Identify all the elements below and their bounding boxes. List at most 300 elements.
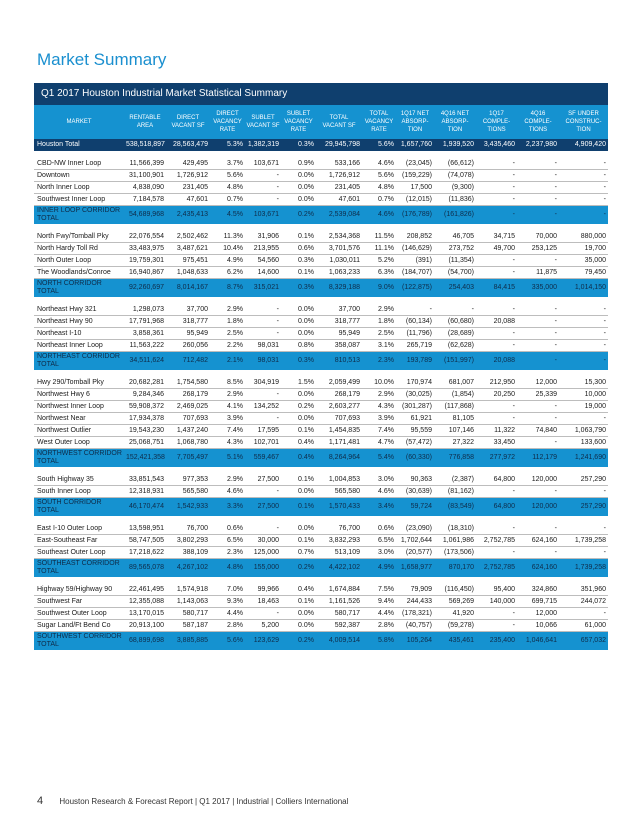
table-cell: 4.8% — [210, 182, 245, 194]
table-cell: (57,472) — [396, 437, 434, 449]
table-cell: 3.3% — [210, 498, 245, 517]
table-cell: - — [559, 328, 608, 340]
header-row — [34, 105, 608, 139]
market-name-cell: Southwest Far — [34, 596, 124, 608]
table-cell: 265,719 — [396, 340, 434, 352]
table-cell: 3.1% — [362, 340, 396, 352]
table-cell: 3.9% — [362, 413, 396, 425]
table-cell: 1,046,641 — [517, 632, 559, 651]
table-cell: 277,972 — [476, 449, 517, 468]
table-row — [34, 255, 608, 267]
table-cell: 5.6% — [210, 170, 245, 182]
table-cell: - — [517, 328, 559, 340]
table-cell: - — [517, 401, 559, 413]
table-cell: (60,330) — [396, 449, 434, 468]
table-cell: 0.0% — [281, 304, 316, 316]
table-cell: - — [517, 182, 559, 194]
table-cell: 0.6% — [210, 523, 245, 535]
table-cell: 7.5% — [362, 584, 396, 596]
table-cell: 5.8% — [362, 632, 396, 651]
table-cell: 9,284,346 — [124, 389, 166, 401]
table-cell: 13,598,951 — [124, 523, 166, 535]
table-cell: 92,260,697 — [124, 279, 166, 298]
table-cell: 8,014,167 — [166, 279, 210, 298]
table-cell: 11.1% — [362, 243, 396, 255]
table-cell: 533,166 — [316, 158, 362, 170]
table-cell: 2,469,025 — [166, 401, 210, 413]
spacer-row — [34, 224, 608, 231]
page-number: 4 — [37, 795, 44, 807]
table-cell: 253,125 — [517, 243, 559, 255]
table-cell: 1.5% — [281, 377, 316, 389]
table-cell: (28,689) — [434, 328, 476, 340]
table-cell: 4.4% — [362, 608, 396, 620]
table-cell: - — [476, 158, 517, 170]
table-cell: 8.5% — [210, 377, 245, 389]
table-cell: - — [245, 170, 281, 182]
table-cell: 2,752,785 — [476, 535, 517, 547]
table-row — [34, 608, 608, 620]
table-cell: 5.4% — [362, 449, 396, 468]
statistics-table — [34, 105, 608, 650]
table-cell: 0.3% — [281, 255, 316, 267]
table-cell: 35,000 — [559, 255, 608, 267]
table-cell: 3,885,885 — [166, 632, 210, 651]
table-cell: 54,689,968 — [124, 206, 166, 225]
market-name-cell: West Outer Loop — [34, 437, 124, 449]
spacer-row — [34, 297, 608, 304]
table-cell: 98,031 — [245, 340, 281, 352]
table-cell: 0.0% — [281, 182, 316, 194]
table-cell: 58,747,505 — [124, 535, 166, 547]
table-cell: 4.6% — [362, 158, 396, 170]
table-cell: 388,109 — [166, 547, 210, 559]
column-header: 4Q16 NET ABSORP-TION — [434, 105, 476, 139]
table-cell: 31,906 — [245, 231, 281, 243]
table-cell: 318,777 — [166, 316, 210, 328]
table-cell: (23,045) — [396, 158, 434, 170]
table-cell: 2.3% — [210, 547, 245, 559]
market-name-cell: NORTHWEST CORRIDOR TOTAL — [34, 449, 124, 468]
table-cell: 34,715 — [476, 231, 517, 243]
table-cell: 47,601 — [166, 194, 210, 206]
market-name-cell: Southwest Inner Loop — [34, 194, 124, 206]
table-cell: - — [559, 194, 608, 206]
table-cell: 1,048,633 — [166, 267, 210, 279]
table-cell: (12,015) — [396, 194, 434, 206]
table-cell: 1,657,760 — [396, 139, 434, 151]
table-cell: - — [517, 170, 559, 182]
table-cell: 103,671 — [245, 158, 281, 170]
table-cell: 244,433 — [396, 596, 434, 608]
table-cell: 315,021 — [245, 279, 281, 298]
table-cell: 18,463 — [245, 596, 281, 608]
table-cell: 257,290 — [559, 498, 608, 517]
column-header: SF UNDER CONSTRUC-TION — [559, 105, 608, 139]
table-cell: 2,502,462 — [166, 231, 210, 243]
table-cell: 4.3% — [210, 437, 245, 449]
table-cell: - — [559, 486, 608, 498]
table-cell: 15,300 — [559, 377, 608, 389]
table-cell: 254,403 — [434, 279, 476, 298]
table-cell: 212,950 — [476, 377, 517, 389]
table-cell: 244,072 — [559, 596, 608, 608]
table-cell: 25,339 — [517, 389, 559, 401]
table-cell: 6.3% — [362, 267, 396, 279]
table-cell: 0.1% — [281, 535, 316, 547]
table-cell: 0.2% — [281, 401, 316, 413]
table-cell: 712,482 — [166, 352, 210, 371]
market-name-cell: NORTH CORRIDOR TOTAL — [34, 279, 124, 298]
table-cell: 513,109 — [316, 547, 362, 559]
table-cell: 977,353 — [166, 474, 210, 486]
table-cell: 99,966 — [245, 584, 281, 596]
table-cell: - — [245, 608, 281, 620]
table-cell: 435,461 — [434, 632, 476, 651]
table-row — [34, 182, 608, 194]
table-cell: - — [476, 486, 517, 498]
table-cell: 41,920 — [434, 608, 476, 620]
table-cell: - — [476, 620, 517, 632]
table-cell: 11,875 — [517, 267, 559, 279]
table-cell: - — [476, 206, 517, 225]
table-cell: 81,105 — [434, 413, 476, 425]
table-cell: 3.7% — [210, 158, 245, 170]
table-cell: 4.7% — [362, 437, 396, 449]
table-cell: - — [517, 547, 559, 559]
corridor-total-row — [34, 559, 608, 578]
table-cell: (11,796) — [396, 328, 434, 340]
table-cell: 268,179 — [316, 389, 362, 401]
table-cell: - — [245, 304, 281, 316]
table-cell: 4.5% — [210, 206, 245, 225]
table-cell: 10.4% — [210, 243, 245, 255]
table-cell: 0.1% — [281, 474, 316, 486]
table-cell: 7.0% — [210, 584, 245, 596]
table-cell: 155,000 — [245, 559, 281, 578]
table-cell: 810,513 — [316, 352, 362, 371]
table-cell: - — [245, 523, 281, 535]
table-cell: - — [476, 413, 517, 425]
table-cell: 0.0% — [281, 620, 316, 632]
table-cell: 59,724 — [396, 498, 434, 517]
table-cell: - — [517, 206, 559, 225]
table-cell: 3,435,460 — [476, 139, 517, 151]
table-cell: 1,030,011 — [316, 255, 362, 267]
table-cell: 27,322 — [434, 437, 476, 449]
table-cell: 152,421,358 — [124, 449, 166, 468]
table-cell: 975,451 — [166, 255, 210, 267]
table-cell: 95,949 — [316, 328, 362, 340]
table-cell: 95,400 — [476, 584, 517, 596]
table-cell: 1,063,233 — [316, 267, 362, 279]
table-cell: 14,600 — [245, 267, 281, 279]
table-row — [34, 340, 608, 352]
table-cell: 20,682,281 — [124, 377, 166, 389]
table-cell: - — [245, 486, 281, 498]
table-row — [34, 547, 608, 559]
table-cell: 12,318,931 — [124, 486, 166, 498]
table-cell: 76,700 — [166, 523, 210, 535]
table-row — [34, 243, 608, 255]
table-cell: 1,014,150 — [559, 279, 608, 298]
table-row — [34, 425, 608, 437]
market-name-cell: CBD-NW Inner Loop — [34, 158, 124, 170]
table-cell: 33,851,543 — [124, 474, 166, 486]
table-cell: - — [517, 352, 559, 371]
table-cell: - — [245, 413, 281, 425]
table-cell: 19,759,301 — [124, 255, 166, 267]
footer-text: Houston Research & Forecast Report | Q1 2017 | Industrial | Colliers International — [59, 797, 349, 806]
market-name-cell: SOUTHWEST CORRIDOR TOTAL — [34, 632, 124, 651]
table-cell: 2.9% — [362, 389, 396, 401]
table-cell: 880,000 — [559, 231, 608, 243]
table-cell: 0.7% — [281, 547, 316, 559]
table-cell: (151,997) — [434, 352, 476, 371]
table-cell: 3,487,621 — [166, 243, 210, 255]
spacer-row — [34, 516, 608, 523]
table-cell: 120,000 — [517, 498, 559, 517]
table-cell: 74,840 — [517, 425, 559, 437]
table-cell: 9.3% — [210, 596, 245, 608]
table-cell: 79,909 — [396, 584, 434, 596]
table-cell: 1,241,690 — [559, 449, 608, 468]
table-cell: 12,000 — [517, 608, 559, 620]
table-cell: (23,090) — [396, 523, 434, 535]
table-cell: 9.4% — [362, 596, 396, 608]
table-cell: 105,264 — [396, 632, 434, 651]
table-cell: 12,000 — [517, 377, 559, 389]
table-cell: (122,875) — [396, 279, 434, 298]
market-name-cell: SOUTH CORRIDOR TOTAL — [34, 498, 124, 517]
market-name-cell: South Inner Loop — [34, 486, 124, 498]
market-name-cell: The Woodlands/Conroe — [34, 267, 124, 279]
table-row — [34, 620, 608, 632]
table-cell: 46,705 — [434, 231, 476, 243]
table-cell: 95,949 — [166, 328, 210, 340]
table-cell: 0.1% — [281, 425, 316, 437]
table-cell: - — [559, 352, 608, 371]
table-cell: 580,717 — [166, 608, 210, 620]
table-cell: 70,000 — [517, 231, 559, 243]
table-cell: 17,934,378 — [124, 413, 166, 425]
table-cell: 11.5% — [362, 231, 396, 243]
table-row — [34, 194, 608, 206]
table-cell: 4,009,514 — [316, 632, 362, 651]
table-cell: 20,250 — [476, 389, 517, 401]
table-cell: 2.8% — [362, 620, 396, 632]
market-name-cell: North Outer Loop — [34, 255, 124, 267]
table-cell: 213,955 — [245, 243, 281, 255]
table-cell: 0.1% — [281, 498, 316, 517]
column-header: SUBLET VACANCY RATE — [281, 105, 316, 139]
table-cell: 0.3% — [281, 139, 316, 151]
market-name-cell: North Fwy/Tomball Pky — [34, 231, 124, 243]
table-cell: 79,450 — [559, 267, 608, 279]
table-cell: 33,450 — [476, 437, 517, 449]
market-name-cell: Hwy 290/Tomball Pky — [34, 377, 124, 389]
table-cell: (74,078) — [434, 170, 476, 182]
market-name-cell: Downtown — [34, 170, 124, 182]
table-cell: (11,354) — [434, 255, 476, 267]
table-cell: 8,329,188 — [316, 279, 362, 298]
table-cell: 98,031 — [245, 352, 281, 371]
table-cell: 22,076,554 — [124, 231, 166, 243]
table-cell: 707,693 — [166, 413, 210, 425]
table-cell: 17,791,968 — [124, 316, 166, 328]
table-cell: 273,752 — [434, 243, 476, 255]
table-cell: - — [245, 316, 281, 328]
table-cell: 870,170 — [434, 559, 476, 578]
market-name-cell: Southwest Outer Loop — [34, 608, 124, 620]
table-cell: - — [245, 389, 281, 401]
table-cell: 1,063,790 — [559, 425, 608, 437]
table-cell: 429,495 — [166, 158, 210, 170]
column-header: RENTABLE AREA — [124, 105, 166, 139]
table-cell: 2,059,499 — [316, 377, 362, 389]
column-header: 1Q17 COMPLE-TIONS — [476, 105, 517, 139]
table-cell: 2.9% — [210, 304, 245, 316]
table-cell: 17,218,622 — [124, 547, 166, 559]
table-cell: - — [476, 547, 517, 559]
table-cell: - — [476, 255, 517, 267]
table-cell: 64,800 — [476, 474, 517, 486]
column-header: DIRECT VACANT SF — [166, 105, 210, 139]
table-cell: 1,570,433 — [316, 498, 362, 517]
table-row — [34, 437, 608, 449]
table-cell: 34,511,624 — [124, 352, 166, 371]
table-cell: - — [476, 194, 517, 206]
table-cell: (62,628) — [434, 340, 476, 352]
market-name-cell: INNER LOOP CORRIDOR TOTAL — [34, 206, 124, 225]
table-cell: - — [476, 401, 517, 413]
spacer-row — [34, 467, 608, 474]
table-cell: 59,908,372 — [124, 401, 166, 413]
table-cell: 2.5% — [362, 328, 396, 340]
table-cell: 120,000 — [517, 474, 559, 486]
table-cell: 20,088 — [476, 316, 517, 328]
table-cell: - — [559, 304, 608, 316]
table-cell: 0.0% — [281, 486, 316, 498]
table-cell: 0.0% — [281, 608, 316, 620]
table-cell: 0.0% — [281, 316, 316, 328]
table-cell: 54,560 — [245, 255, 281, 267]
table-cell: - — [559, 340, 608, 352]
table-cell: 134,252 — [245, 401, 281, 413]
table-cell: 624,160 — [517, 559, 559, 578]
table-cell: 46,170,474 — [124, 498, 166, 517]
table-cell: 170,974 — [396, 377, 434, 389]
table-cell: 123,629 — [245, 632, 281, 651]
table-cell: - — [517, 255, 559, 267]
table-row — [34, 584, 608, 596]
table-cell: 7,705,497 — [166, 449, 210, 468]
table-cell: 565,580 — [166, 486, 210, 498]
table-cell: 4,267,102 — [166, 559, 210, 578]
corridor-total-row — [34, 498, 608, 517]
table-cell: 84,415 — [476, 279, 517, 298]
table-cell: 3.9% — [210, 413, 245, 425]
corridor-total-row — [34, 206, 608, 225]
table-cell: - — [476, 267, 517, 279]
corridor-total-row — [34, 279, 608, 298]
table-cell: 102,701 — [245, 437, 281, 449]
table-row — [34, 486, 608, 498]
table-row — [34, 535, 608, 547]
table-cell: 1,939,520 — [434, 139, 476, 151]
table-cell: - — [517, 194, 559, 206]
table-row — [34, 267, 608, 279]
table-cell: 565,580 — [316, 486, 362, 498]
page-title: Market Summary — [37, 50, 167, 69]
table-cell: 4,838,090 — [124, 182, 166, 194]
table-cell: 30,000 — [245, 535, 281, 547]
table-cell: 1,298,073 — [124, 304, 166, 316]
table-cell: 1,061,986 — [434, 535, 476, 547]
table-cell: 335,000 — [517, 279, 559, 298]
table-title: Q1 2017 Houston Industrial Market Statistical Summary — [34, 83, 608, 105]
table-cell: 19,543,230 — [124, 425, 166, 437]
table-cell: - — [476, 170, 517, 182]
table-row — [34, 523, 608, 535]
table-row — [34, 231, 608, 243]
table-cell: - — [517, 158, 559, 170]
table-cell: 49,700 — [476, 243, 517, 255]
table-cell: - — [559, 547, 608, 559]
table-cell: - — [559, 608, 608, 620]
table-cell: 29,945,798 — [316, 139, 362, 151]
table-cell: - — [517, 523, 559, 535]
table-cell: 3.4% — [362, 498, 396, 517]
market-name-cell: NORTHEAST CORRIDOR TOTAL — [34, 352, 124, 371]
table-cell: 27,500 — [245, 498, 281, 517]
table-cell: 324,860 — [517, 584, 559, 596]
table-cell: 257,290 — [559, 474, 608, 486]
table-cell: (59,278) — [434, 620, 476, 632]
corridor-total-row — [34, 449, 608, 468]
table-cell: 11,566,399 — [124, 158, 166, 170]
table-cell: - — [559, 316, 608, 328]
table-cell: (20,577) — [396, 547, 434, 559]
table-cell: 1,542,933 — [166, 498, 210, 517]
table-cell: 0.0% — [281, 194, 316, 206]
table-cell: 1,382,319 — [245, 139, 281, 151]
table-cell: (173,506) — [434, 547, 476, 559]
table-cell: 587,187 — [166, 620, 210, 632]
table-cell: 2.9% — [362, 304, 396, 316]
table-cell: 2,237,980 — [517, 139, 559, 151]
column-header: 1Q17 NET ABSORP-TION — [396, 105, 434, 139]
table-cell: 0.4% — [281, 584, 316, 596]
table-cell: 1,068,780 — [166, 437, 210, 449]
table-cell: (18,310) — [434, 523, 476, 535]
table-row — [34, 474, 608, 486]
table-cell: 2.2% — [210, 340, 245, 352]
table-cell: 3,802,293 — [166, 535, 210, 547]
table-cell: 17,500 — [396, 182, 434, 194]
table-cell: 107,146 — [434, 425, 476, 437]
table-cell: 9.0% — [362, 279, 396, 298]
table-cell: 318,777 — [316, 316, 362, 328]
table-cell: 3.0% — [362, 547, 396, 559]
market-name-cell: North Hardy Toll Rd — [34, 243, 124, 255]
table-row — [34, 328, 608, 340]
table-cell: - — [396, 304, 434, 316]
table-cell: 6.2% — [210, 267, 245, 279]
table-cell: (60,134) — [396, 316, 434, 328]
table-cell: (9,300) — [434, 182, 476, 194]
table-cell: 260,056 — [166, 340, 210, 352]
